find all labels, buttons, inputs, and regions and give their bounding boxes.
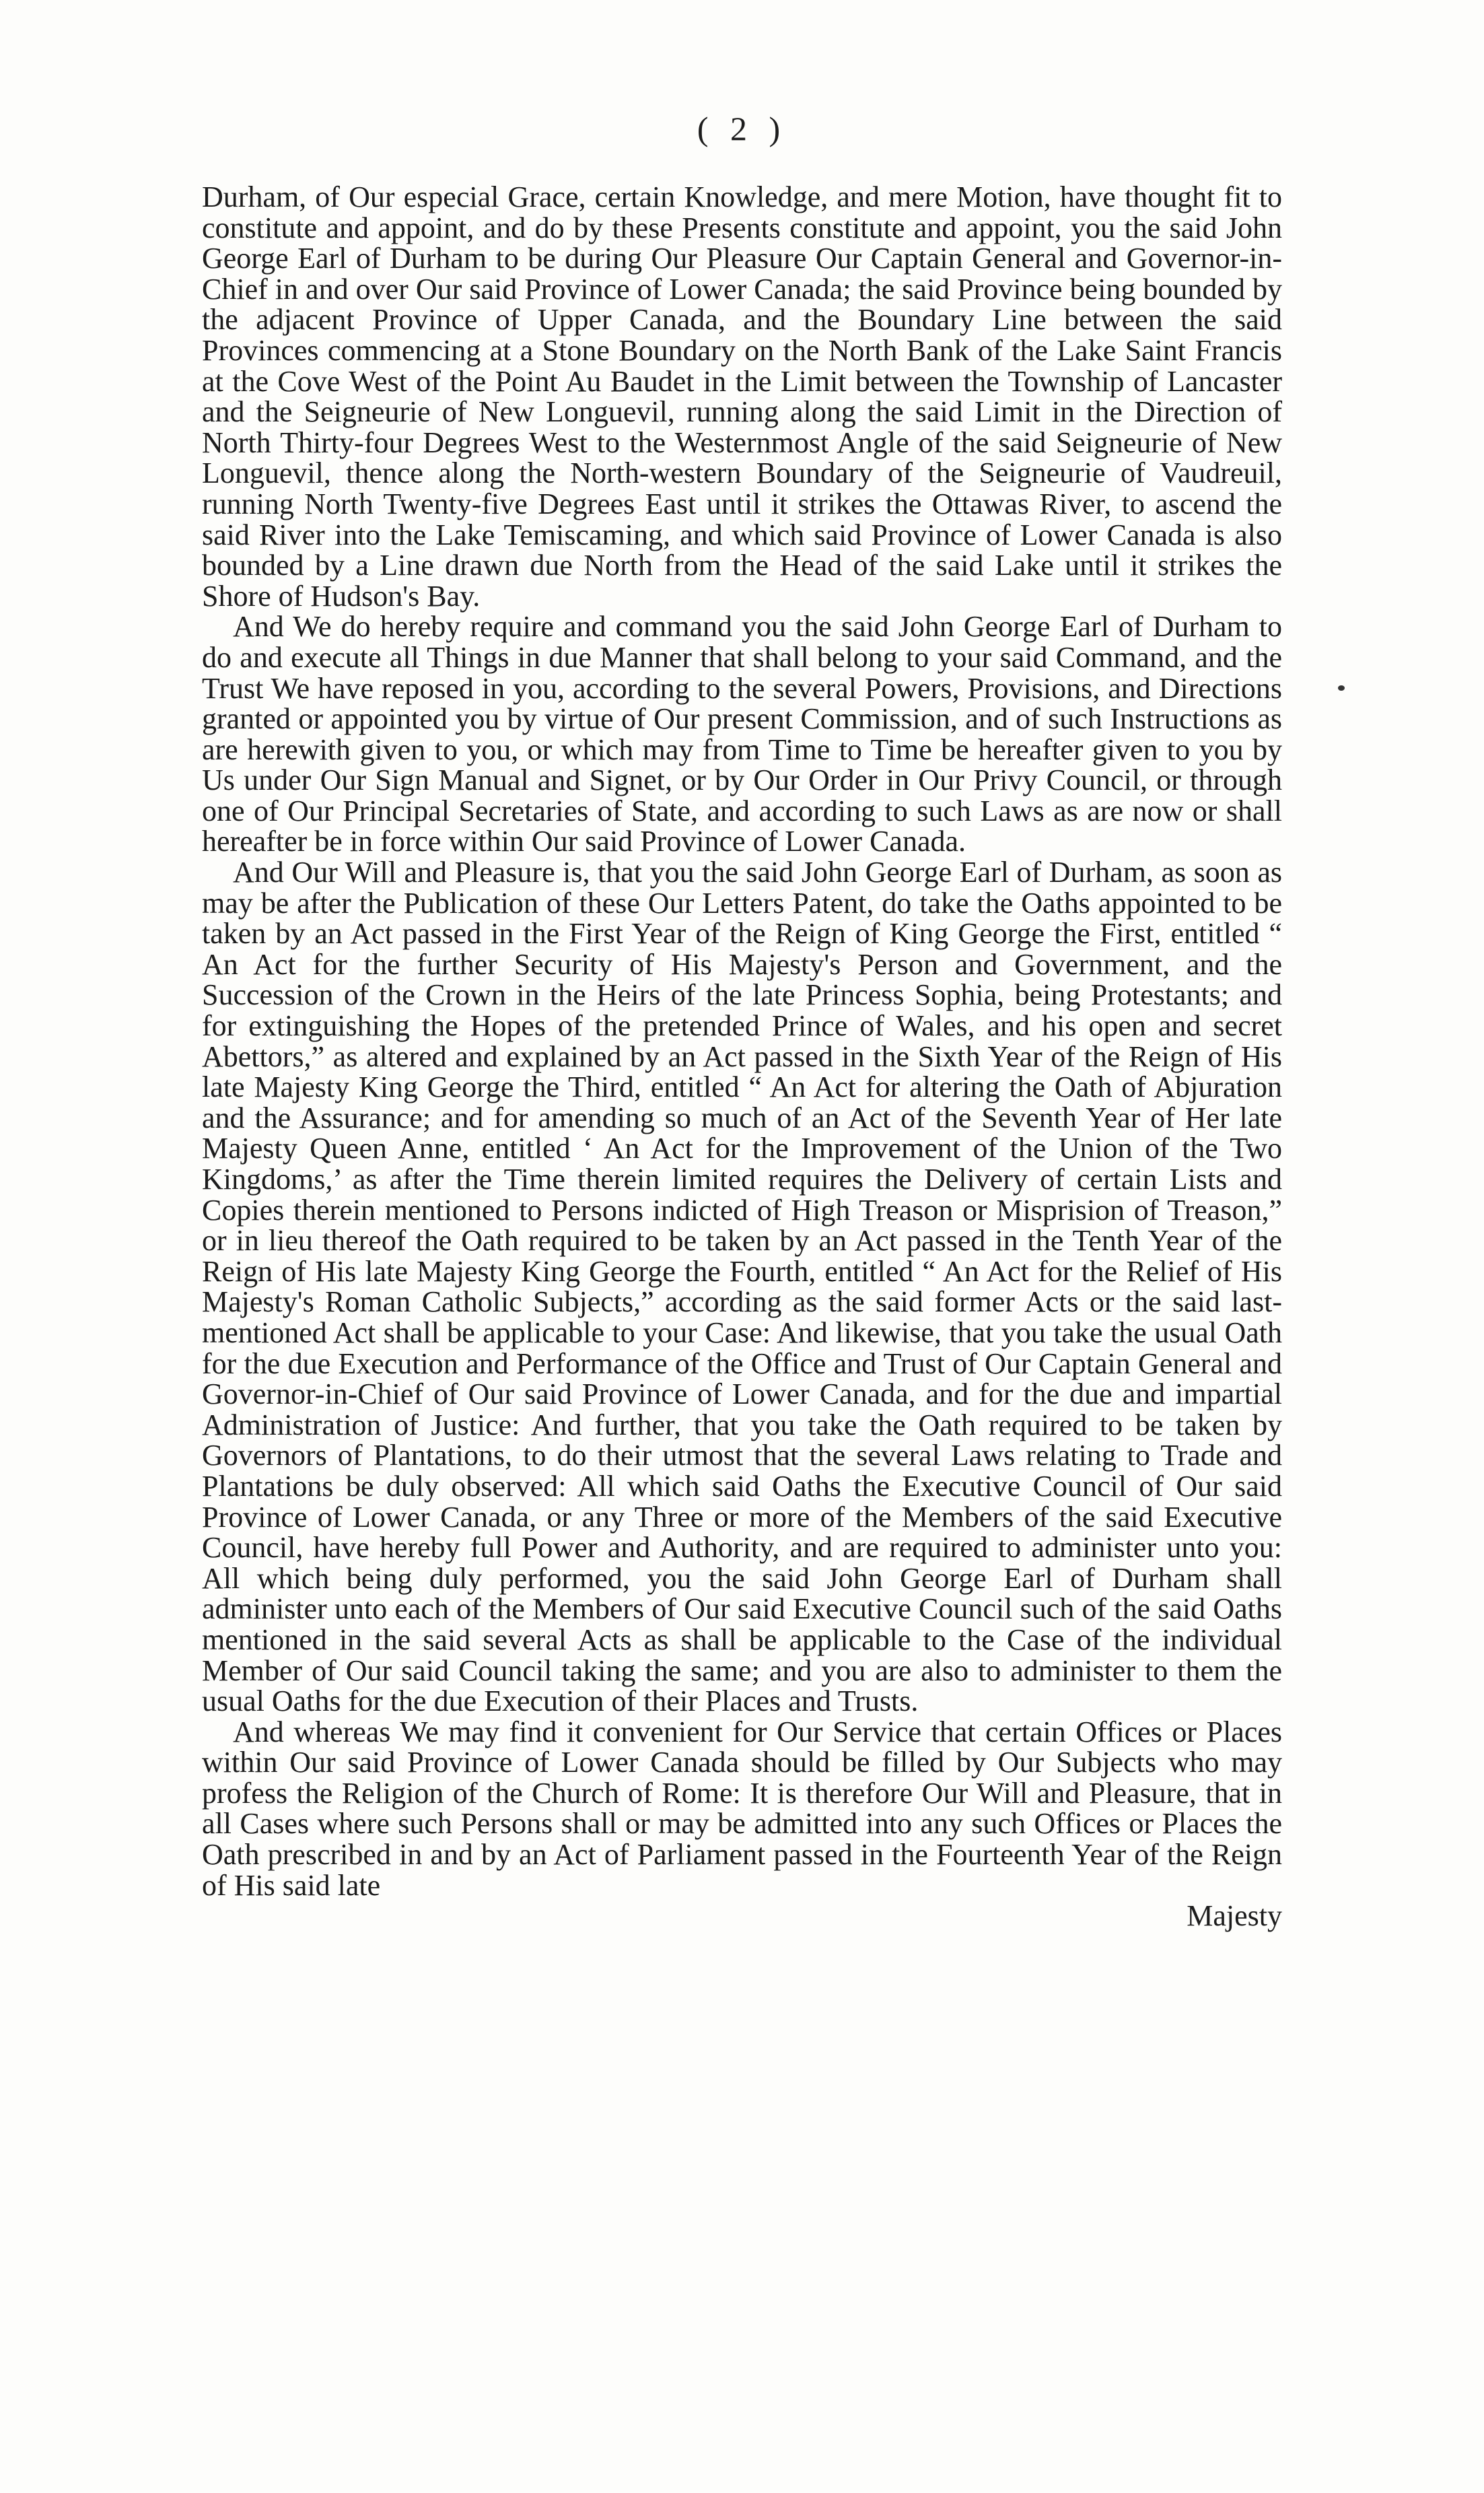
catchword: Majesty <box>1187 1899 1282 1933</box>
paragraph-church-of-rome: And whereas We may find it convenient for Our Service that certain Offices or Places within Our said Province of Lower Canada should be filled by Our Subjects who may profess the Religion of the Church of Rome: It is therefore Our Will and Pleasure, that in all Cases where such Persons shall or may be admitted into any such Offices or Places the Oath prescribed in and by an Act of Parliament passed in the Fourteenth Year of the Reign of His said late <box>202 1715 1282 1902</box>
ink-speck <box>1338 685 1345 691</box>
paragraph-boundary-description: Durham, of Our especial Grace, certain Knowledge, and mere Motion, have thought fit to constitute and appoint, and do by these Presents constitute and appoint, you the said John George Earl of Durham to be during Our Pleasure Our Captain General and Governor-in-Chief in and over Our said Province of Lower Canada; the said Province being bounded by the adjacent Province of Upper Canada, and the Boundary Line between the said Provinces commencing at a Stone Boundary on the North Bank of the Lake Saint Francis at the Cove West of the Point Au Baudet in the Limit between the Township of Lancaster and the Seigneurie of New Longuevil, running along the said Limit in the Direction of North Thirty-four Degrees West to the Westernmost Angle of the said Seigneurie of New Longuevil, thence along the North-western Boundary of the Seigneurie of Vaudreuil, running North Twenty-five Degrees East until it strikes the Ottawas River, to ascend the said River into the Lake Temiscaming, and which said Province of Lower Canada is also bounded by a Line drawn due North from the Head of the said Lake until it strikes the Shore of Hudson's Bay. <box>202 180 1282 613</box>
body-text <box>202 182 1282 1932</box>
page-number: ( 2 ) <box>697 110 787 147</box>
paragraph-oaths: And Our Will and Pleasure is, that you the said John George Earl of Durham, as soon as may be after the Publication of these Our Letters Patent, do take the Oaths appointed to be taken by an Act passed in the First Year of the Reign of King George the First, entitled “ An Act for the further Security of His Majesty's Person and Government, and the Succession of the Crown in the Heirs of the late Princess Sophia, being Protestants; and for extinguishing the Hopes of the pretended Prince of Wales, and his open and secret Abettors,” as altered and explained by an Act passed in the Sixth Year of the Reign of His late Majesty King George the Third, entitled “ An Act for altering the Oath of Abjuration and the Assurance; and for amending so much of an Act of the Seventh Year of Her late Majesty Queen Anne, entitled ‘ An Act for the Improvement of the Union of the Two Kingdoms,’ as after the Time therein limited requires the Delivery of certain Lists and Copies therein mentioned to Persons indicted of High Treason or Misprision of Treason,” or in lieu thereof the Oath required to be taken by an Act passed in the Tenth Year of the Reign of His late Majesty King George the Fourth, entitled “ An Act for the Relief of His Majesty's Roman Catholic Subjects,” according as the said former Acts or the said last-mentioned Act shall be applicable to your Case: And likewise, that you take the usual Oath for the due Execution and Performance of the Office and Trust of Our Captain General and Governor-in-Chief of Our said Province of Lower Canada, and for the due and impartial Administration of Justice: And further, that you take the Oath required to be taken by Governors of Plantations, to do their utmost that the several Laws relating to Trade and Plantations be duly observed: All which said Oaths the Executive Council of Our said Province of Lower Canada, or any Three or more of the Members of the said Executive Council, have hereby full Power and Authority, and are required to administer unto you: All which being duly performed, you the said John George Earl of Durham shall administer unto each of the Members of Our said Executive Council such of the said Oaths mentioned in the said several Acts as shall be applicable to the Case of the individual Member of Our said Council taking the same; and you are also to administer to them the usual Oaths for the due Execution of their Places and Trusts. <box>202 856 1282 1718</box>
paragraph-command-and-trust: And We do hereby require and command you the said John George Earl of Durham to do and execute all Things in due Manner that shall belong to your said Command, and the Trust We have reposed in you, according to the several Powers, Provisions, and Directions granted or appointed you by virtue of Our present Commission, and of such Instructions as are herewith given to you, or which may from Time to Time be hereafter given to you by Us under Our Sign Manual and Signet, or by Our Order in Our Privy Council, or through one of Our Principal Secretaries of State, and according to such Laws as are now or shall hereafter be in force within Our said Province of Lower Canada. <box>202 610 1282 858</box>
